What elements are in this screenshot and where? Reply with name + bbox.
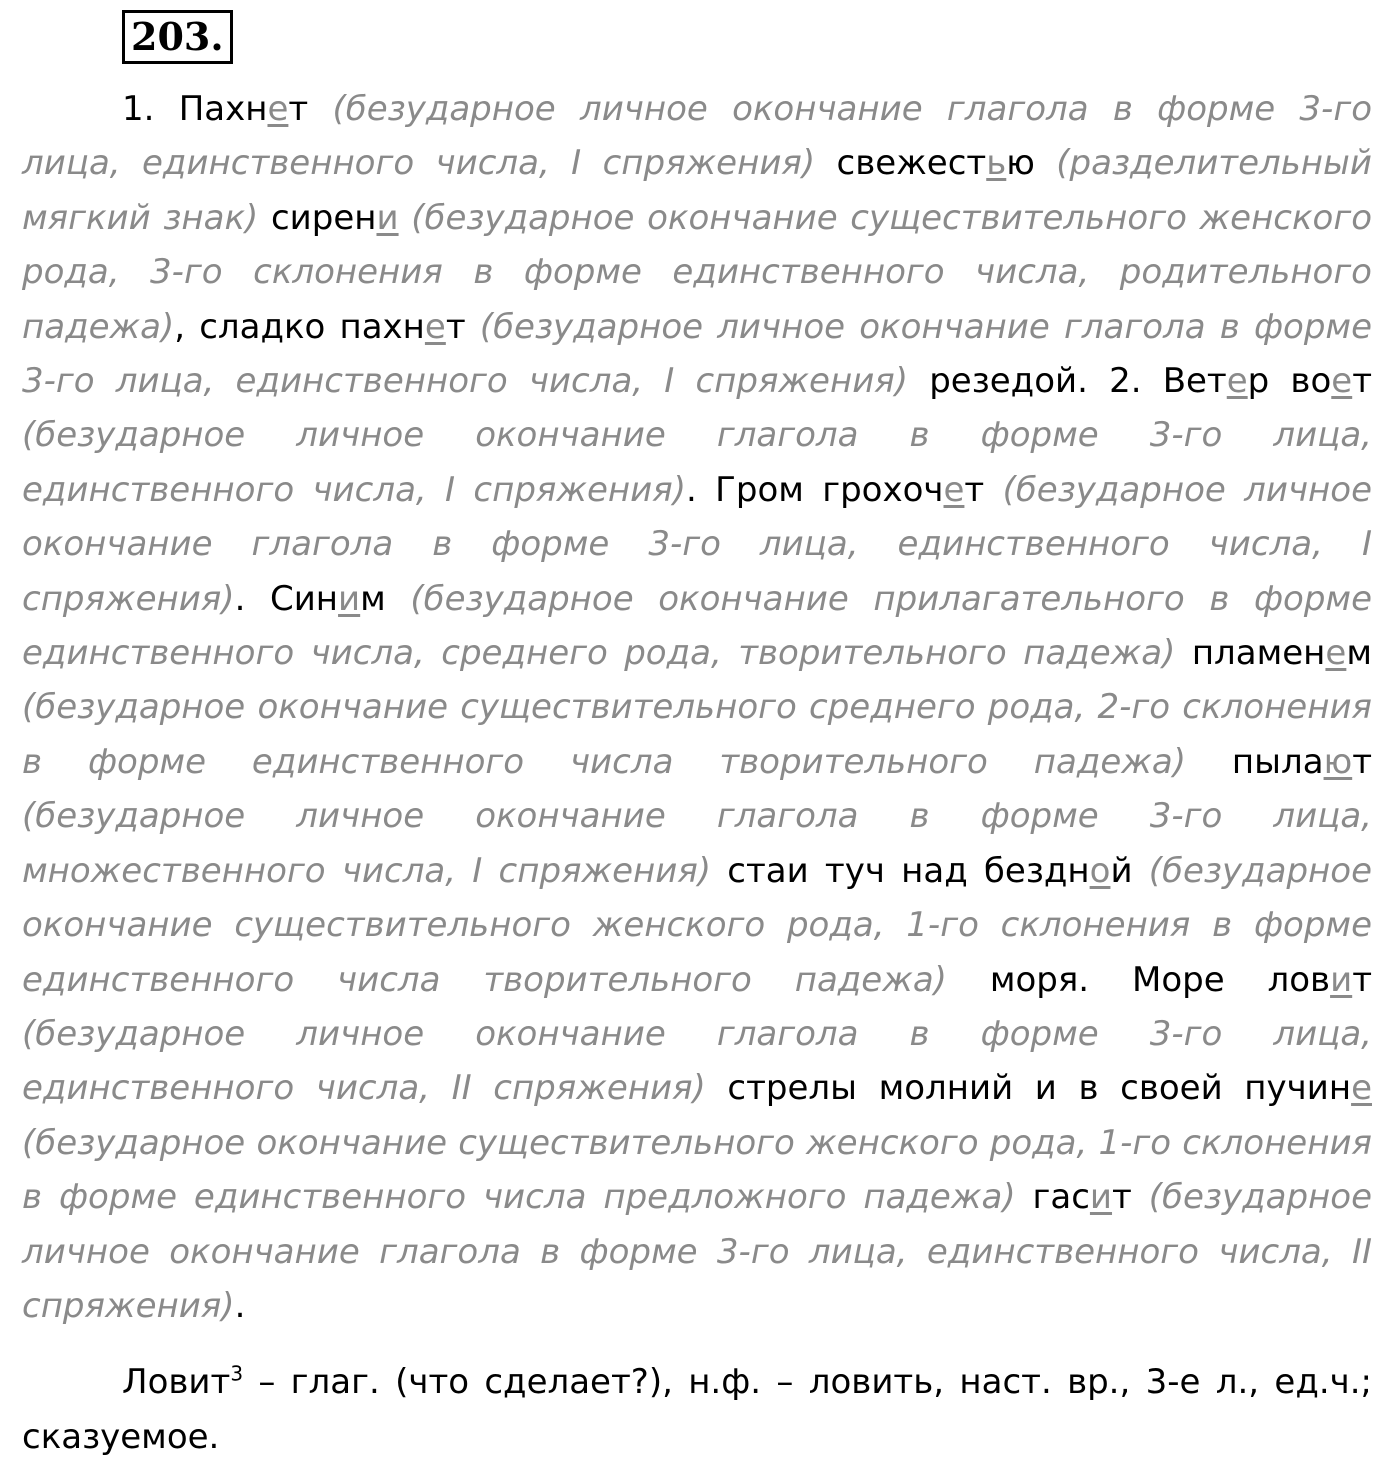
analysis-superscript: 3 (230, 1362, 244, 1387)
sentence-text: т (288, 89, 333, 129)
sentence-text: свежест (815, 143, 987, 184)
highlighted-ending: о (1089, 850, 1111, 891)
sentence-text: . Син (234, 578, 339, 619)
sentence-text: моря. Море лов (946, 959, 1331, 1000)
sentence-text: й (1110, 850, 1149, 891)
sentence-text: т (1352, 959, 1372, 1000)
grammar-comment: (безударное окончание существительного женского рода, 1-го склонения в форме единственного числа творительного падежа) (22, 850, 1372, 1000)
highlighted-ending: е (1351, 1068, 1372, 1109)
sentence-text: резедой. 2. Вет (908, 361, 1227, 402)
highlighted-ending: е (943, 469, 965, 510)
sentence-text: пыла (1185, 741, 1324, 782)
grammar-comment: (безударное личное окончание глагола в форме 3-го лица, единственного числа, I спряжения) (22, 306, 1372, 402)
grammar-comment: (безударное личное окончание глагола в форме 3-го лица, единственного числа, II спряжения) (22, 1013, 1372, 1109)
morphological-analysis (22, 1355, 1372, 1464)
highlighted-ending: ь (986, 143, 1007, 184)
highlighted-ending: и (338, 578, 361, 619)
highlighted-ending: е (267, 89, 289, 129)
sentence-text: т (1352, 741, 1372, 782)
sentence-text: стаи туч над бездн (711, 850, 1090, 891)
highlighted-ending: е (424, 306, 446, 347)
grammar-comment: (безударное личное окончание глагола в форме 3-го лица, единственного числа, I спряжения) (22, 469, 1373, 619)
grammar-comment: (безударное окончание существительного женского рода, 3-го склонения в форме единственного числа, родительного падежа) (22, 197, 1372, 347)
exercise-number-dot: . (210, 14, 224, 59)
sentence-text: пламен (1175, 633, 1326, 674)
sentence-text: ю (1006, 143, 1057, 184)
sentence-text: т (445, 306, 480, 347)
highlighted-ending: ю (1323, 741, 1353, 782)
analysis-text: – глаг. (что сделает?), н.ф. – ловить, наст. вр., 3-е л., ед.ч.; сказуемое. (22, 1362, 1372, 1457)
exercise-number: 203 (131, 14, 211, 59)
highlighted-ending: е (1226, 361, 1248, 402)
sentence-text: стрелы молний и в своей пучин (705, 1068, 1352, 1109)
sentence-text: . Гром грохоч (685, 469, 944, 510)
grammar-comment: (безударное окончание существительного женского рода, 1-го склонения в форме единственного числа предложного падежа) (22, 1122, 1372, 1218)
grammar-comment: (безударное личное окончание глагола в форме 3-го лица, множественного числа, I спряжения) (22, 796, 1372, 891)
sentence-text: т (1352, 361, 1373, 402)
exercise-text (22, 82, 1372, 1464)
grammar-comment: (безударное окончание существительного среднего рода, 2-го склонения в форме единственного числа творительного падежа) (22, 687, 1372, 782)
sentence-text: м (360, 578, 411, 619)
highlighted-ending: е (1325, 633, 1347, 674)
sentence-text (399, 198, 412, 238)
sentence-text: т (964, 469, 1003, 510)
grammar-comment: (безударное личное окончание глагола в форме 3-го лица, единственного числа, I спряжения) (22, 415, 1372, 510)
sentence-text: т (1112, 1177, 1149, 1218)
sentence-text: р во (1247, 361, 1332, 402)
highlighted-ending: и (1089, 1177, 1113, 1218)
exercise-number-box (122, 10, 233, 64)
sentence-text: . (234, 1285, 246, 1326)
highlighted-ending: е (1331, 361, 1353, 402)
sentence-text: 1. Пахн (122, 89, 268, 129)
grammar-comment: (безударное окончание прилагательного в форме единственного числа, среднего рода, творительного падежа) (22, 578, 1372, 674)
grammar-comment: (разделительный мягкий знак) (22, 143, 1372, 238)
sentence-text: сирен (258, 197, 377, 238)
analysis-word: Ловит (122, 1362, 231, 1403)
sentence-text: гас (1015, 1177, 1090, 1218)
main-paragraph (22, 82, 1372, 1333)
grammar-comment: (безударное личное окончание глагола в форме 3-го лица, единственного числа, II спряжения) (22, 1177, 1372, 1326)
grammar-comment: (безударное личное окончание глагола в форме 3-го лица, единственного числа, I спряжения) (22, 89, 1372, 184)
highlighted-ending: и (376, 197, 399, 238)
sentence-text: м (1346, 633, 1372, 674)
highlighted-ending: и (1330, 959, 1353, 1000)
sentence-text: , сладко пахн (174, 306, 425, 347)
